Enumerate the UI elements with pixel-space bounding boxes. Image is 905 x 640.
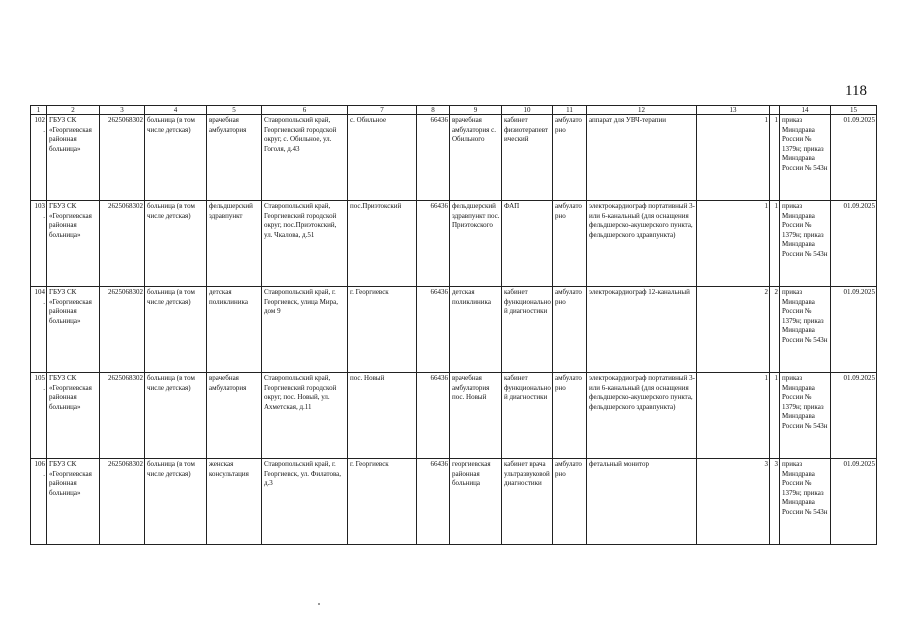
unit-cell: детская поликлиника <box>450 287 502 373</box>
address-cell: Ставропольский край, Георгиевский городской округ, пос.Приэтокский, ул. Чкалова, д.51 <box>262 201 348 287</box>
unit-cell: врачебная амбулатория с. Обильного <box>450 115 502 201</box>
care-type-cell: амбулаторно <box>553 373 587 459</box>
code-cell: 66436 <box>417 373 450 459</box>
page-number: 118 <box>845 83 867 99</box>
table-row <box>31 287 877 373</box>
column-number: 8 <box>417 106 450 115</box>
order-cell: приказ Минздрава России № 1379н; приказ Минздрава России № 543н <box>780 373 831 459</box>
column-number: 7 <box>348 106 417 115</box>
care-type-cell: амбулаторно <box>553 459 587 545</box>
locality-cell: г. Георгиевск <box>348 459 417 545</box>
locality-cell: с. Обильное <box>348 115 417 201</box>
quantity-cell: 3 <box>697 459 770 545</box>
unit-cell: георгиевская районная больница <box>450 459 502 545</box>
care-type-cell: амбулаторно <box>553 287 587 373</box>
address-cell: Ставропольский край, Георгиевский городской округ, с. Обильное, ул. Гоголя, д.43 <box>262 115 348 201</box>
locality-cell: пос. Новый <box>348 373 417 459</box>
column-number: 3 <box>100 106 145 115</box>
room-cell: кабинет функциональной диагностики <box>502 287 553 373</box>
column-number: 12 <box>587 106 697 115</box>
facility-type-cell: больница (в том числе детская) <box>145 373 207 459</box>
column-number: 9 <box>450 106 502 115</box>
inn-cell: 2625068302 <box>100 373 145 459</box>
column-number <box>770 106 780 115</box>
date-cell: 01.09.2025 <box>831 287 877 373</box>
facility-type-cell: больница (в том числе детская) <box>145 115 207 201</box>
facility-type-cell: больница (в том числе детская) <box>145 201 207 287</box>
subdivision-cell: детская поликлиника <box>207 287 262 373</box>
code-cell: 66436 <box>417 201 450 287</box>
room-cell: кабинет физиотерапевтический <box>502 115 553 201</box>
address-cell: Ставропольский край, г. Георгиевск, улица Мира, дом 9 <box>262 287 348 373</box>
organization-cell: ГБУЗ СК «Георгиевская районная больница» <box>47 459 100 545</box>
address-cell: Ставропольский край, г. Георгиевск, ул. Филатова, д.3 <box>262 459 348 545</box>
order-cell: приказ Минздрава России № 1379н; приказ Минздрава России № 543н <box>780 201 831 287</box>
subdivision-cell: женская консультация <box>207 459 262 545</box>
table-row <box>31 459 877 545</box>
room-cell: кабинет функциональной диагностики <box>502 373 553 459</box>
column-number-row <box>31 106 877 115</box>
quantity-cell: 2 <box>697 287 770 373</box>
date-cell: 01.09.2025 <box>831 201 877 287</box>
code-cell: 66436 <box>417 459 450 545</box>
equipment-cell: электрокардиограф портативный 3- или 6-канальный (для оснащения фельдшерско-акушерского пункта, фельдшерского здравпункта) <box>587 373 697 459</box>
organization-cell: ГБУЗ СК «Георгиевская районная больница» <box>47 287 100 373</box>
inn-cell: 2625068302 <box>100 459 145 545</box>
row-number-cell: 104. <box>31 287 47 373</box>
locality-cell: г. Георгиевск <box>348 287 417 373</box>
column-number: 10 <box>502 106 553 115</box>
table-row <box>31 115 877 201</box>
locality-cell: пос.Приэтокский <box>348 201 417 287</box>
quantity-approved-cell: 1 <box>770 201 780 287</box>
quantity-approved-cell: 1 <box>770 373 780 459</box>
table-row <box>31 373 877 459</box>
code-cell: 66436 <box>417 115 450 201</box>
row-number-cell: 102. <box>31 115 47 201</box>
equipment-cell: электрокардиограф портативный 3- или 6-канальный (для оснащения фельдшерско-акушерского пункта, фельдшерского здравпункта) <box>587 201 697 287</box>
column-number: 11 <box>553 106 587 115</box>
equipment-cell: электрокардиограф 12-канальный <box>587 287 697 373</box>
quantity-cell: 1 <box>697 115 770 201</box>
equipment-cell: фетальный монитор <box>587 459 697 545</box>
table-row <box>31 201 877 287</box>
column-number: 1 <box>31 106 47 115</box>
care-type-cell: амбулаторно <box>553 115 587 201</box>
column-number: 5 <box>207 106 262 115</box>
order-cell: приказ Минздрава России № 1379н; приказ Минздрава России № 543н <box>780 115 831 201</box>
facility-type-cell: больница (в том числе детская) <box>145 287 207 373</box>
order-cell: приказ Минздрава России № 1379н; приказ Минздрава России № 543н <box>780 287 831 373</box>
code-cell: 66436 <box>417 287 450 373</box>
room-cell: ФАП <box>502 201 553 287</box>
column-number: 14 <box>780 106 831 115</box>
date-cell: 01.09.2025 <box>831 115 877 201</box>
quantity-approved-cell: 2 <box>770 287 780 373</box>
column-number: 4 <box>145 106 207 115</box>
inn-cell: 2625068302 <box>100 115 145 201</box>
column-number: 13 <box>697 106 770 115</box>
facility-type-cell: больница (в том числе детская) <box>145 459 207 545</box>
quantity-approved-cell: 1 <box>770 115 780 201</box>
subdivision-cell: врачебная амбулатория <box>207 115 262 201</box>
address-cell: Ставропольский край, Георгиевский городской округ, пос. Новый, ул. Ахметская, д.11 <box>262 373 348 459</box>
subdivision-cell: врачебная амбулатория <box>207 373 262 459</box>
column-number: 6 <box>262 106 348 115</box>
quantity-approved-cell: 3 <box>770 459 780 545</box>
equipment-cell: аппарат для УВЧ-терапии <box>587 115 697 201</box>
column-number: 2 <box>47 106 100 115</box>
date-cell: 01.09.2025 <box>831 373 877 459</box>
scan-speck <box>318 603 320 605</box>
subdivision-cell: фельдшерский здравпункт <box>207 201 262 287</box>
row-number-cell: 103. <box>31 201 47 287</box>
care-type-cell: амбулаторно <box>553 201 587 287</box>
column-number: 15 <box>831 106 877 115</box>
organization-cell: ГБУЗ СК «Георгиевская районная больница» <box>47 115 100 201</box>
row-number-cell: 106. <box>31 459 47 545</box>
row-number-cell: 105. <box>31 373 47 459</box>
table-body <box>31 106 877 545</box>
order-cell: приказ Минздрава России № 1379н; приказ Минздрава России № 543н <box>780 459 831 545</box>
unit-cell: врачебная амбулатория пос. Новый <box>450 373 502 459</box>
organization-cell: ГБУЗ СК «Георгиевская районная больница» <box>47 201 100 287</box>
organization-cell: ГБУЗ СК «Георгиевская районная больница» <box>47 373 100 459</box>
inn-cell: 2625068302 <box>100 201 145 287</box>
quantity-cell: 1 <box>697 201 770 287</box>
unit-cell: фельдшерский здравпункт пос. Приэтокского <box>450 201 502 287</box>
equipment-table <box>30 105 877 545</box>
quantity-cell: 1 <box>697 373 770 459</box>
inn-cell: 2625068302 <box>100 287 145 373</box>
date-cell: 01.09.2025 <box>831 459 877 545</box>
room-cell: кабинет врача ультразвуковой диагностики <box>502 459 553 545</box>
